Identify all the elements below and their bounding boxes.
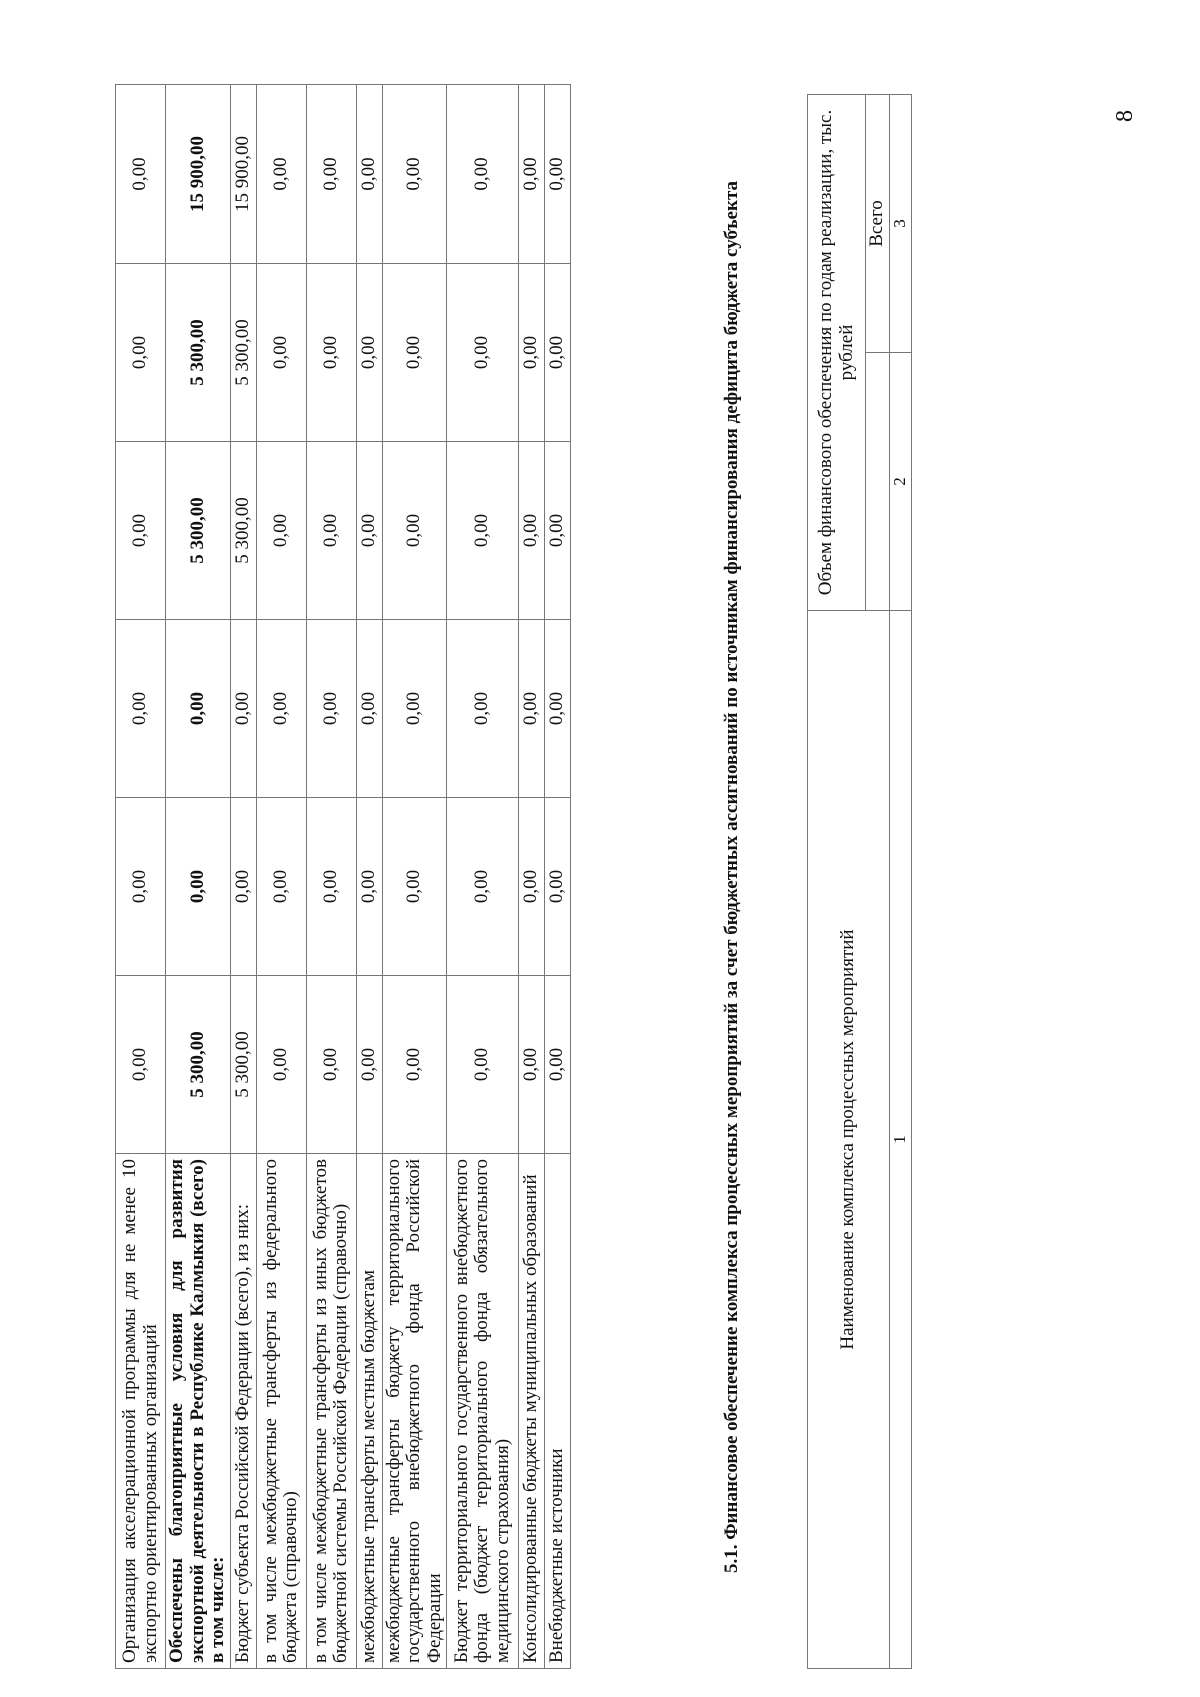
row-label: Бюджет субъекта Российской Федерации (всего), из них: <box>230 1154 256 1669</box>
row-value: 0,00 <box>545 264 571 442</box>
financing-table-body <box>116 85 571 1669</box>
row-value: 0,00 <box>116 798 166 976</box>
row-value: 0,00 <box>256 976 306 1154</box>
table-row <box>545 85 571 1669</box>
table-row <box>166 85 231 1669</box>
row-label: межбюджетные трансферты бюджету территориального государственного внебюджетного фонда Российской Федерации <box>382 1154 447 1669</box>
row-value: 0,00 <box>447 442 519 620</box>
row-value: 0,00 <box>256 85 306 264</box>
column-number-2: 2 <box>890 353 912 611</box>
table-row <box>230 85 256 1669</box>
row-value: 0,00 <box>519 442 545 620</box>
header-program-name: Наименование комплекса процессных мероприятий <box>808 611 890 1669</box>
table-row <box>519 85 545 1669</box>
row-value: 0,00 <box>256 798 306 976</box>
table-row <box>306 85 356 1669</box>
header-total: Всего <box>866 95 890 353</box>
row-value: 0,00 <box>256 620 306 798</box>
row-value: 0,00 <box>306 85 356 264</box>
table-row <box>382 85 447 1669</box>
row-value: 0,00 <box>382 264 447 442</box>
table-row <box>256 85 306 1669</box>
deficit-financing-table <box>807 94 912 1669</box>
row-value: 0,00 <box>545 798 571 976</box>
row-value: 0,00 <box>382 620 447 798</box>
row-value: 0,00 <box>382 85 447 264</box>
row-value: 0,00 <box>545 85 571 264</box>
row-value: 0,00 <box>447 976 519 1154</box>
row-value: 0,00 <box>256 442 306 620</box>
row-value: 5 300,00 <box>166 442 231 620</box>
row-value: 0,00 <box>166 798 231 976</box>
row-value: 0,00 <box>356 798 382 976</box>
row-value: 0,00 <box>230 798 256 976</box>
row-value: 0,00 <box>306 264 356 442</box>
table-row <box>447 85 519 1669</box>
page-number: 8 <box>1112 110 1138 122</box>
row-label: Обеспечены благоприятные условия для развития экспортной деятельности в Республике Калмыкия (всего) в том числе: <box>166 1154 231 1669</box>
row-value: 0,00 <box>306 798 356 976</box>
row-value: 0,00 <box>545 442 571 620</box>
table-row <box>116 85 166 1669</box>
row-value: 15 900,00 <box>166 85 231 264</box>
row-value: 0,00 <box>519 620 545 798</box>
row-value: 0,00 <box>306 976 356 1154</box>
row-value: 0,00 <box>356 442 382 620</box>
row-label: Организация акселерационной программы для не менее 10 экспортно ориентированных организаций <box>116 1154 166 1669</box>
table-row <box>356 85 382 1669</box>
row-value: 0,00 <box>306 620 356 798</box>
row-value: 0,00 <box>545 620 571 798</box>
row-value: 5 300,00 <box>230 976 256 1154</box>
row-label: Внебюджетные источники <box>545 1154 571 1669</box>
row-value: 0,00 <box>116 620 166 798</box>
row-value: 5 300,00 <box>230 442 256 620</box>
row-value: 15 900,00 <box>230 85 256 264</box>
row-value: 0,00 <box>306 442 356 620</box>
row-value: 0,00 <box>116 264 166 442</box>
row-value: 0,00 <box>447 798 519 976</box>
row-value: 0,00 <box>519 85 545 264</box>
row-value: 5 300,00 <box>166 976 231 1154</box>
row-value: 0,00 <box>382 442 447 620</box>
section-heading: 5.1. Финансовое обеспечение комплекса процессных мероприятий за счет бюджетных ассигнований по источникам финансирования дефицита бюджета субъекта <box>721 180 742 1574</box>
row-value: 0,00 <box>382 976 447 1154</box>
row-value: 0,00 <box>356 264 382 442</box>
column-number-3: 3 <box>890 95 912 353</box>
row-value: 0,00 <box>230 620 256 798</box>
row-value: 0,00 <box>356 976 382 1154</box>
row-value: 0,00 <box>545 976 571 1154</box>
row-value: 0,00 <box>166 620 231 798</box>
row-value: 5 300,00 <box>230 264 256 442</box>
column-number-1: 1 <box>890 611 912 1669</box>
row-value: 0,00 <box>519 976 545 1154</box>
row-value: 0,00 <box>116 442 166 620</box>
row-value: 0,00 <box>447 264 519 442</box>
row-value: 0,00 <box>519 798 545 976</box>
row-label: в том числе межбюджетные трансферты из федерального бюджета (справочно) <box>256 1154 306 1669</box>
row-value: 0,00 <box>382 798 447 976</box>
row-label: межбюджетные трансферты местным бюджетам <box>356 1154 382 1669</box>
row-value: 0,00 <box>447 620 519 798</box>
header-years <box>866 353 890 611</box>
row-value: 0,00 <box>519 264 545 442</box>
row-value: 0,00 <box>116 85 166 264</box>
row-label: в том числе межбюджетные трансферты из иных бюджетов бюджетной системы Российской Федерации (справочно) <box>306 1154 356 1669</box>
header-financing-volume: Объем финансового обеспечения по годам реализации, тыс. рублей <box>808 95 866 611</box>
row-value: 0,00 <box>447 85 519 264</box>
row-value: 0,00 <box>356 85 382 264</box>
row-value: 0,00 <box>356 620 382 798</box>
financing-table <box>115 84 571 1669</box>
row-value: 0,00 <box>256 264 306 442</box>
row-value: 5 300,00 <box>166 264 231 442</box>
row-label: Бюджет территориального государственного внебюджетного фонда (бюджет территориального фонда обязательного медицинского страхования) <box>447 1154 519 1669</box>
row-value: 0,00 <box>116 976 166 1154</box>
row-label: Консолидированные бюджеты муниципальных образований <box>519 1154 545 1669</box>
